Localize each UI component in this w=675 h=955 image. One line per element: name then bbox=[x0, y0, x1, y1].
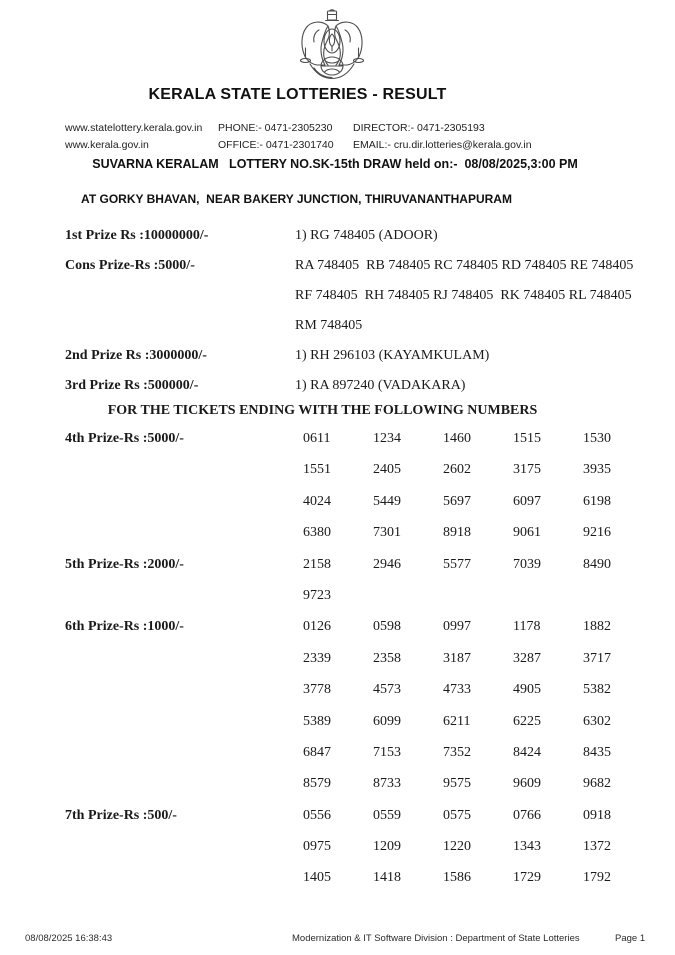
ticket-number: 1792 bbox=[583, 870, 611, 886]
ending-prize-label: 4th Prize-Rs :5000/- bbox=[65, 431, 184, 446]
ticket-number: 1882 bbox=[583, 619, 611, 635]
ticket-number-row bbox=[0, 834, 675, 865]
ticket-number-row bbox=[0, 489, 675, 520]
ending-prize-label: 6th Prize-Rs :1000/- bbox=[65, 619, 184, 635]
ticket-number: 3935 bbox=[583, 462, 611, 478]
ending-prize-group bbox=[0, 552, 675, 615]
ticket-number: 6211 bbox=[443, 713, 471, 729]
winning-ticket: RM 748405 bbox=[295, 318, 363, 333]
ticket-number: 0975 bbox=[303, 839, 331, 855]
ticket-number: 0598 bbox=[373, 619, 401, 635]
ticket-number: 3287 bbox=[513, 650, 541, 666]
ticket-number: 1209 bbox=[373, 839, 401, 855]
ticket-number: 8490 bbox=[583, 556, 611, 572]
ticket-number: 9609 bbox=[513, 776, 541, 792]
ticket-number: 6198 bbox=[583, 493, 611, 509]
ticket-number: 0611 bbox=[303, 431, 331, 446]
ticket-number: 6302 bbox=[583, 713, 611, 729]
office-phone-number: OFFICE:- 0471-2301740 bbox=[218, 139, 334, 151]
ticket-number: 1729 bbox=[513, 870, 541, 886]
ticket-number: 6847 bbox=[303, 744, 331, 760]
prize-winners bbox=[295, 258, 655, 348]
ticket-number: 9723 bbox=[303, 587, 331, 603]
ticket-number: 9682 bbox=[583, 776, 611, 792]
ticket-number: 8579 bbox=[303, 776, 331, 792]
ticket-number-row bbox=[0, 709, 675, 740]
prize-label: 3rd Prize Rs :500000/- bbox=[65, 378, 199, 393]
ticket-number: 4024 bbox=[303, 493, 331, 509]
ticket-number: 1586 bbox=[443, 870, 471, 886]
prize-label: 2nd Prize Rs :3000000/- bbox=[65, 348, 207, 363]
ticket-number-row bbox=[0, 803, 675, 834]
kerala-government-emblem-icon bbox=[292, 8, 372, 84]
ticket-number: 0556 bbox=[303, 807, 331, 823]
ticket-number: 5697 bbox=[443, 493, 471, 509]
ticket-number: 0559 bbox=[373, 807, 401, 823]
ticket-number: 1530 bbox=[583, 431, 611, 446]
ticket-number: 1418 bbox=[373, 870, 401, 886]
winning-ticket: 1) RG 748405 (ADOOR) bbox=[295, 228, 438, 243]
ticket-number: 2946 bbox=[373, 556, 401, 572]
ticket-number: 1220 bbox=[443, 839, 471, 855]
ending-prize-group bbox=[0, 426, 675, 552]
page-title: KERALA STATE LOTTERIES - RESULT bbox=[148, 86, 447, 103]
prize-label: 1st Prize Rs :10000000/- bbox=[65, 228, 209, 243]
website-link-statelottery: www.statelottery.kerala.gov.in bbox=[65, 122, 203, 134]
draw-venue: AT GORKY BHAVAN, NEAR BAKERY JUNCTION, THIRUVANANTHAPURAM bbox=[81, 192, 512, 206]
director-phone-number: DIRECTOR:- 0471-2305193 bbox=[353, 122, 485, 134]
ticket-number-row bbox=[0, 677, 675, 708]
prize-winners bbox=[295, 348, 655, 378]
ticket-number-row bbox=[0, 865, 675, 896]
ticket-number: 1460 bbox=[443, 431, 471, 446]
ticket-number: 2158 bbox=[303, 556, 331, 572]
footer-timestamp: 08/08/2025 16:38:43 bbox=[25, 933, 113, 944]
email-address: EMAIL:- cru.dir.lotteries@kerala.gov.in bbox=[353, 139, 532, 151]
ticket-number: 5449 bbox=[373, 493, 401, 509]
ticket-number: 3175 bbox=[513, 462, 541, 478]
ticket-number-row bbox=[0, 426, 675, 457]
winning-ticket: 1) RH 296103 (KAYAMKULAM) bbox=[295, 348, 490, 363]
ticket-number: 0997 bbox=[443, 619, 471, 635]
ticket-number: 7301 bbox=[373, 525, 401, 541]
prize-winners bbox=[295, 228, 655, 258]
ticket-number: 0575 bbox=[443, 807, 471, 823]
winning-ticket: 1) RA 897240 (VADAKARA) bbox=[295, 378, 466, 393]
ticket-number: 5382 bbox=[583, 682, 611, 698]
ticket-number-row bbox=[0, 614, 675, 645]
ticket-number: 4733 bbox=[443, 682, 471, 698]
winning-ticket: RA 748405 RB 748405 RC 748405 RD 748405 RE 748405 bbox=[295, 258, 634, 273]
ticket-number: 1234 bbox=[373, 431, 401, 446]
ticket-number-row bbox=[0, 552, 675, 583]
ticket-number: 1343 bbox=[513, 839, 541, 855]
ticket-number-row bbox=[0, 740, 675, 771]
ticket-number: 4905 bbox=[513, 682, 541, 698]
ticket-number: 0126 bbox=[303, 619, 331, 635]
ticket-number: 6380 bbox=[303, 525, 331, 541]
ticket-number: 2405 bbox=[373, 462, 401, 478]
ending-prizes bbox=[0, 426, 675, 897]
footer-page-number: Page 1 bbox=[615, 933, 646, 944]
ending-prize-label: 5th Prize-Rs :2000/- bbox=[65, 556, 184, 572]
ending-prize-label: 7th Prize-Rs :500/- bbox=[65, 807, 177, 823]
ticket-number: 5577 bbox=[443, 556, 471, 572]
ticket-number-row bbox=[0, 583, 675, 614]
ticket-number-row bbox=[0, 457, 675, 488]
ticket-number: 1515 bbox=[513, 431, 541, 446]
ticket-number: 7039 bbox=[513, 556, 541, 572]
ticket-number: 4573 bbox=[373, 682, 401, 698]
ticket-number: 3717 bbox=[583, 650, 611, 666]
ticket-number: 2339 bbox=[303, 650, 331, 666]
prize-label: Cons Prize-Rs :5000/- bbox=[65, 258, 195, 273]
ticket-number-row bbox=[0, 520, 675, 551]
ticket-number: 8733 bbox=[373, 776, 401, 792]
footer-division: Modernization & IT Software Division : Department of State Lotteries bbox=[292, 933, 580, 944]
ending-prize-group bbox=[0, 803, 675, 897]
ticket-number: 8918 bbox=[443, 525, 471, 541]
ticket-number: 5389 bbox=[303, 713, 331, 729]
ticket-number: 6099 bbox=[373, 713, 401, 729]
phone-number: PHONE:- 0471-2305230 bbox=[218, 122, 333, 134]
website-link-kerala: www.kerala.gov.in bbox=[65, 139, 149, 151]
ticket-number: 1405 bbox=[303, 870, 331, 886]
ticket-number: 9216 bbox=[583, 525, 611, 541]
ticket-number: 2602 bbox=[443, 462, 471, 478]
ending-prize-group bbox=[0, 614, 675, 802]
ticket-number: 1178 bbox=[513, 619, 541, 635]
winning-ticket: RF 748405 RH 748405 RJ 748405 RK 748405 RL 748405 bbox=[295, 288, 632, 303]
ending-numbers-heading: FOR THE TICKETS ENDING WITH THE FOLLOWING NUMBERS bbox=[107, 403, 538, 418]
ticket-number: 6097 bbox=[513, 493, 541, 509]
ticket-number: 8435 bbox=[583, 744, 611, 760]
ticket-number: 7153 bbox=[373, 744, 401, 760]
ticket-number: 6225 bbox=[513, 713, 541, 729]
ticket-number-row bbox=[0, 771, 675, 802]
ticket-number: 7352 bbox=[443, 744, 471, 760]
ticket-number: 9061 bbox=[513, 525, 541, 541]
ticket-number: 8424 bbox=[513, 744, 541, 760]
ticket-number: 1551 bbox=[303, 462, 331, 478]
ticket-number: 9575 bbox=[443, 776, 471, 792]
ticket-number: 1372 bbox=[583, 839, 611, 855]
ticket-number: 0766 bbox=[513, 807, 541, 823]
lottery-draw-info: SUVARNA KERALAM LOTTERY NO.SK-15th DRAW held on:- 08/08/2025,3:00 PM bbox=[92, 157, 578, 171]
ticket-number: 2358 bbox=[373, 650, 401, 666]
ticket-number: 0918 bbox=[583, 807, 611, 823]
ticket-number: 3187 bbox=[443, 650, 471, 666]
ticket-number-row bbox=[0, 646, 675, 677]
ticket-number: 3778 bbox=[303, 682, 331, 698]
